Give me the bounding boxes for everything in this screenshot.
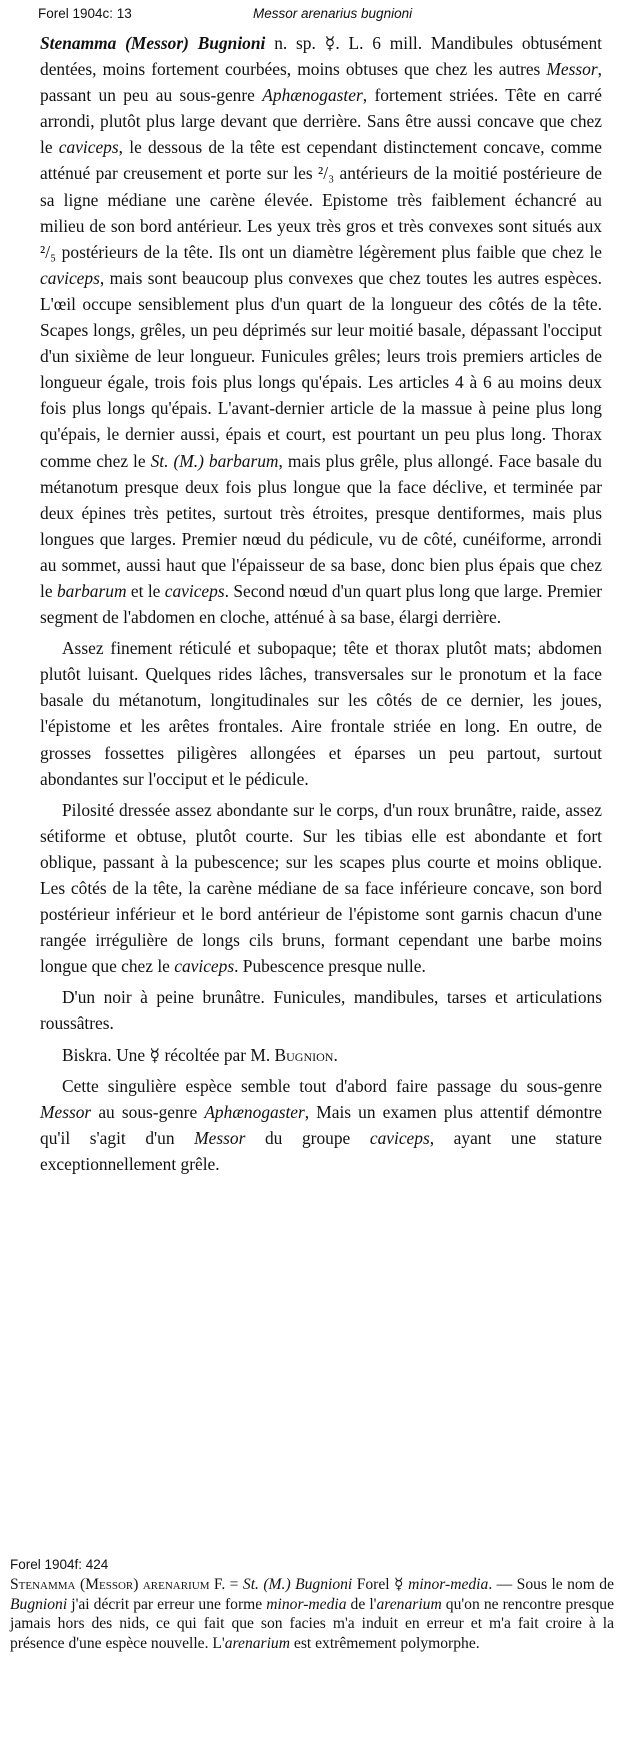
synonymy-paragraph: Stenamma (Messor) arenarium F. = St. (M.) Bugnioni Forel ☿ minor-media. — Sous le nom de Bugnioni j'ai décrit par erreur une forme minor-media de l'arenarium qu'on ne rencontre presque jamais hors des nids, ce qui fait que son facies m'a induit en erreur et m'a fait croire à la présence d'une espèce nouvelle. L'arenarium est extrêmement polymorphe. (10, 1576, 615, 1652)
paragraph-locality: Biskra. Une ☿ récoltée par M. Bugnion. (62, 1044, 338, 1065)
species-name: Stenamma (Messor) Bugnioni (40, 33, 266, 53)
taxon-title: Messor arenarius bugnioni (253, 6, 413, 21)
second-citation-label: Forel 1904f: 424 (10, 1557, 109, 1572)
citation-label: Forel 1904c: 13 (38, 6, 132, 21)
second-citation-text (10, 1575, 614, 1653)
paragraph-pilosity: Pilosité dressée assez abondante sur le corps, d'un roux brunâtre, raide, assez sétiforme et obtuse, plutôt courte. Sur les tibias elle est abondante et fort oblique, passant à la pubescence; sur les scapes plus courte et moins oblique. Les côtés de la tête, la carène médiane de sa face inférieure concave, son bord postérieur inférieur et le bord antérieur de l'épistome sont garnis chacun d'une rangée irrégulière de longs cils bruns, formant cependant une barbe moins longue que chez le caviceps. Pubescence presque nulle. (40, 799, 602, 977)
paragraph-remarks: Cette singulière espèce semble tout d'abord faire passage du sous-genre Messor au sous-genre Aphænogaster, Mais un examen plus attentif démontre qu'il s'agit d'un Messor du groupe caviceps, ayant une stature exceptionnellement grêle. (40, 1075, 602, 1174)
paragraph-morphology: Stenamma (Messor) Bugnioni n. sp. ☿. L. 6 mill. Mandibules obtusément dentées, moins fortement courbées, moins obtuses que chez les autres Messor, passant un peu au sous-genre Aphænogaster, fortement striées. Tête en carré arrondi, plutôt plus large devant que derrière. Sans être aussi concave que chez le caviceps, le dessous de la tête est cependant distinctement concave, comme atténué par creusement et porte sur les ²/₃ antérieurs de la moitié postérieure de sa ligne médiane une carène élevée. Epistome très faiblement échancré au milieu de son bord antérieur. Les yeux très gros et très convexes sont situés aux ²/₅ postérieurs de la tête. Ils ont un diamètre légèrement plus faible que chez le caviceps, mais sont beaucoup plus convexes que chez toutes les autres espèces. L'œil occupe sensiblement plus d'un quart de la longueur des côtés de la tête. Scapes longs, grêles, un peu déprimés sur leur moitié basale, dépassant l'occiput d'un sixième de leur longueur. Funicules grêles; leurs trois premiers articles de longueur égale, trois fois plus longs qu'épais. Les articles 4 à 6 au moins deux fois plus longs qu'épais. L'avant-dernier article de la massue à peine plus long qu'épais, le dernier aussi, épais et court, est pourtant un peu plus long. Thorax comme chez le St. (M.) barbarum, mais plus grêle, plus allongé. Face basale du métanotum presque deux fois plus longue que la face déclive, et terminée par deux épines très petites, surtout très étroites, presque dentiformes, mais plus longues que larges. Premier nœud du pédicule, vu de côté, cunéiforme, arrondi au sommet, aussi haut que l'épaisseur de sa base, donc bien plus épais que chez le barbarum et le caviceps. Second nœud d'un quart plus long que large. Premier segment de l'abdomen en cloche, atténué à sa base, élargi derrière. (40, 33, 603, 628)
paragraph-colour: D'un noir à peine brunâtre. Funicules, mandibules, tarses et articulations roussâtres. (40, 987, 602, 1034)
scanned-description (40, 30, 602, 1182)
paragraph-sculpture: Assez finement réticulé et subopaque; tête et thorax plutôt mats; abdomen plutôt luisant. Quelques rides lâches, transversales sur le pronotum et la face basale du métanotum, longitudinales sur les côtés de ce dernier, les joues, l'épistome et les arêtes frontales. Aire frontale striée en long. En outre, de grosses fossettes piligères allongées et éparses un peu partout, surtout abondantes sur l'occiput et le pédicule. (40, 638, 602, 789)
